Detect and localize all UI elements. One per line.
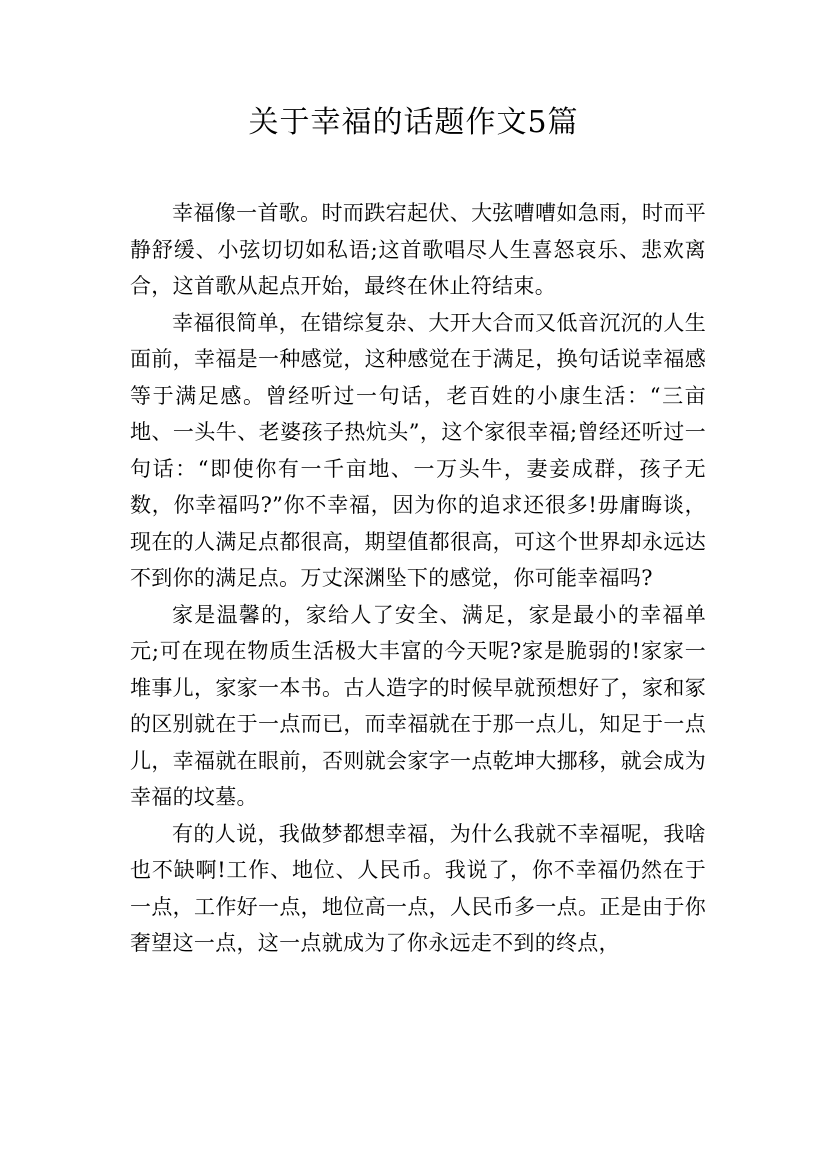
paragraph-2: 幸福很简单，在错综复杂、大开大合而又低音沉沉的人生面前，幸福是一种感觉，这种感觉在于满足，换句话说幸福感等于满足感。曾经听过一句话，老百姓的小康生活：“三亩地、一头牛、老婆孩子热炕头”，这个家很幸福;曾经还听过一句话：“即使你有一千亩地、一万头牛，妻妾成群，孩子无数，你幸福吗?”你不幸福，因为你的追求还很多!毋庸晦谈，现在的人满足点都很高，期望值都很高，可这个世界却永远达不到你的满足点。万丈深渊坠下的感觉，你可能幸福吗? xyxy=(130,310,706,590)
document-title: 关于幸福的话题作文5篇 xyxy=(248,105,579,140)
paragraph-4: 有的人说，我做梦都想幸福，为什么我就不幸福呢，我啥也不缺啊!工作、地位、人民币。我说了，你不幸福仍然在于一点，工作好一点，地位高一点，人民币多一点。正是由于你奢望这一点，这一点就成为了你永远走不到的终点， xyxy=(130,821,706,955)
paragraph-1: 幸福像一首歌。时而跌宕起伏、大弦嘈嘈如急雨，时而平静舒缓、小弦切切如私语;这首歌唱尽人生喜怒哀乐、悲欢离合，这首歌从起点开始，最终在休止符结束。 xyxy=(130,201,706,298)
paragraph-3: 家是温馨的，家给人了安全、满足，家是最小的幸福单元;可在现在物质生活极大丰富的今天呢?家是脆弱的!家家一堆事儿，家家一本书。古人造字的时候早就预想好了，家和冢的区别就在于一点而已，而幸福就在于那一点儿，知足于一点儿，幸福就在眼前，否则就会家字一点乾坤大挪移，就会成为幸福的坟墓。 xyxy=(130,602,706,809)
document-body xyxy=(130,195,706,962)
